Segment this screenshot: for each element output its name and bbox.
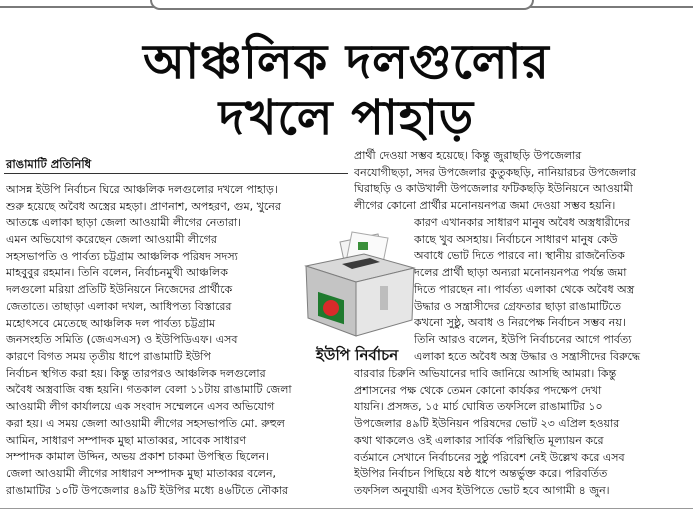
left-column (6, 182, 350, 232)
right-line: উপজেলার ৪৯টি ইউনিয়ন পরিষদের ভোট ২৩ এপ্রিল হওয়ার (354, 417, 620, 431)
left-line: করা হয়। এ সময় জেলা আওয়ামী লীগের সহসভাপতি মো. রুহুল (6, 416, 285, 430)
right-line: কারণ এখানকার সাধারণ মানুষ অবৈধ অস্ত্রধারীদের (414, 216, 631, 229)
ballot-box-image (300, 228, 418, 340)
right-line: কথা থাকলেও ওই এলাকার সার্বিক পরিস্থিতি মূল্যায়ন করে (354, 433, 604, 447)
bottom-border (0, 508, 693, 509)
left-line: আওয়ামী লীগ কার্যালয়ে এক সংবাদ সম্মেলনে এসব অভিযোগ (6, 400, 275, 414)
left-line: আমিন, সাধারণ সম্পাদক মুছা মাতাব্বর, সাবেক সাধারণ (6, 433, 247, 447)
right-line: ইউপির নির্বাচন পিছিয়ে ষষ্ঠ ধাপে অন্তর্ভুক্ত করে। পরিবর্তিত (354, 467, 608, 481)
right-column-narrow (414, 215, 690, 365)
left-line: আসন্ন ইউপি নির্বাচন ঘিরে আঞ্চলিক দলগুলোর দখলে পাহাড়। (6, 183, 278, 196)
election-emblem-circle (323, 300, 339, 316)
right-line: তিনি আরও বলেন, ইউপি নির্বাচনের আগে পার্বত্য (414, 332, 632, 346)
right-column-bottom (354, 366, 690, 500)
right-line: বনযোগীছড়া, সদর উপজেলার কুতুকছড়ি, নানিয়ারচর উপজেলার (354, 165, 637, 179)
left-line: আতঙ্কে এলাকা ছাড়া জেলা আওয়ামী লীগের নেতারা। (6, 216, 242, 230)
headline-line-1: আঞ্চলিক দলগুলোর (143, 34, 550, 90)
right-line: তফসিল অনুযায়ী এসব ইউপিতে ভোট হবে আগামী ৪ জুন। (354, 483, 610, 497)
right-line: এলাকা হতে অবৈধ অস্ত্র উদ্ধার ও সন্ত্রাসীদের বিরুদ্ধে (414, 349, 641, 363)
left-line: নির্বাচন স্থগিত করা হয়। কিন্তু তারপরও আঞ্চলিক দলগুলোর (6, 366, 266, 380)
left-line: জেতাতে। তাছাড়া এলাকা দখল, আধিপত্য বিস্তারের (6, 299, 232, 313)
photo-caption: ইউপি নির্বাচন (316, 346, 399, 364)
right-line: দলের প্রার্থী ছাড়া অন্যরা মনোনয়নপত্র পর্যন্ত জমা (414, 266, 627, 280)
left-line: মাহবুবুর রহমান। তিনি বলেন, নির্বাচনমুখী আঞ্চলিক (6, 266, 228, 280)
right-line: লীগের কোনো প্রার্থীর মনোনয়নপত্র জমা দেওয়া সম্ভব হয়নি। (354, 199, 616, 213)
left-line: অবৈধ অস্ত্রবাজি বন্ধ হয়নি। গতকাল বেলা ১১টায় রাঙামাটি জেলা (6, 383, 292, 397)
left-line: সহসভাপতি ও পার্বত্য চট্টগ্রাম আঞ্চলিক পরিষদ সদস্য (6, 249, 238, 263)
left-line: জেলা আওয়ামী লীগের সাধারণ সম্পাদক মুছা মাতাব্বর বলেন, (6, 466, 277, 480)
box-lock-strip (380, 286, 388, 310)
left-column-narrow (6, 232, 286, 349)
headline-line-2: দখলে পাহাড় (218, 90, 475, 146)
left-line: রাঙামাটির ১০টি উপজেলার ৪৯টি ইউপির মধ্যে ৪৬টিতে নৌকার (6, 483, 289, 497)
left-line: মহোৎসবে মেতেছে আঞ্চলিক দল পার্বত্য চট্টগ্রাম (6, 316, 216, 330)
right-column (354, 148, 690, 215)
left-column-bottom (6, 349, 350, 499)
right-line: কখনো সুষ্ঠু, অবাধ ও নিরপেক্ষ নির্বাচন সম্ভব নয়। (414, 316, 626, 330)
right-line: প্রার্থী দেওয়া সম্ভব হয়েছে। কিন্তু জুরাছড়ি উপজেলার (354, 149, 582, 162)
top-tab-frame (150, 0, 534, 10)
left-line: এমন অভিযোগ করেছেন জেলা আওয়ামী লীগের (6, 233, 217, 246)
right-line: দিতে পারছেন না। পার্বত্য এলাকা থেকে অবৈধ অস্ত্র (414, 282, 635, 296)
left-line: দলগুলো মরিয়া প্রতিটি ইউনিয়নে নিজেদের প্রার্থীকে (6, 283, 233, 297)
byline: রাঙামাটি প্রতিনিধি (6, 157, 92, 171)
left-line: সম্পাদক কামাল উদ্দিন, অভয় প্রকাশ চাকমা উপস্থিত ছিলেন। (6, 450, 270, 464)
right-line: বারবার চিরুনি অভিযানের দাবি জানিয়ে আসছি আমরা। কিন্তু (354, 367, 617, 380)
byline-divider (4, 173, 348, 174)
left-line: জনসংহতি সমিতি (জেএসএস) ও ইউপিডিএফ। এসব (6, 333, 238, 347)
right-line: অবাধে ভোট দিতে পারবে না। স্থানীয় রাজনৈতিক (414, 249, 625, 263)
right-line: কাছে খুব অসহায়। নির্বাচনে সাধারণ মানুষ কেউ (414, 232, 618, 246)
right-line: যায়নি। প্রসঙ্গত, ১৫ মার্চ ঘোষিত তফসিলে রাঙামাটির ১০ (354, 400, 603, 414)
right-line: উদ্ধার ও সন্ত্রাসীদের গ্রেফতার ছাড়া রাঙামাটিতে (414, 299, 621, 313)
right-line: প্রশাসনের পক্ষ থেকে তেমন কোনো কার্যকর পদক্ষেপ দেখা (354, 383, 602, 397)
right-line: ঘিরাছড়ি ও কাউখালী উপজেলার ফটিকছড়ি ইউনিয়নে আওয়ামী (354, 182, 633, 196)
ballot-symbol (358, 242, 368, 250)
left-line: কারণে বিগত সময় তৃতীয় ধাপে রাঙামাটি ইউপি (6, 350, 211, 363)
right-line: বর্তমানে সেখানে নির্বাচনের সুষ্ঠু পরিবেশ নেই উল্লেখ করে এসব (354, 450, 625, 464)
left-line: শুরু হয়েছে অবৈধ অস্ত্রের মহড়া। প্রাণনাশ, অপহরণ, গুম, খুনের (6, 199, 281, 213)
